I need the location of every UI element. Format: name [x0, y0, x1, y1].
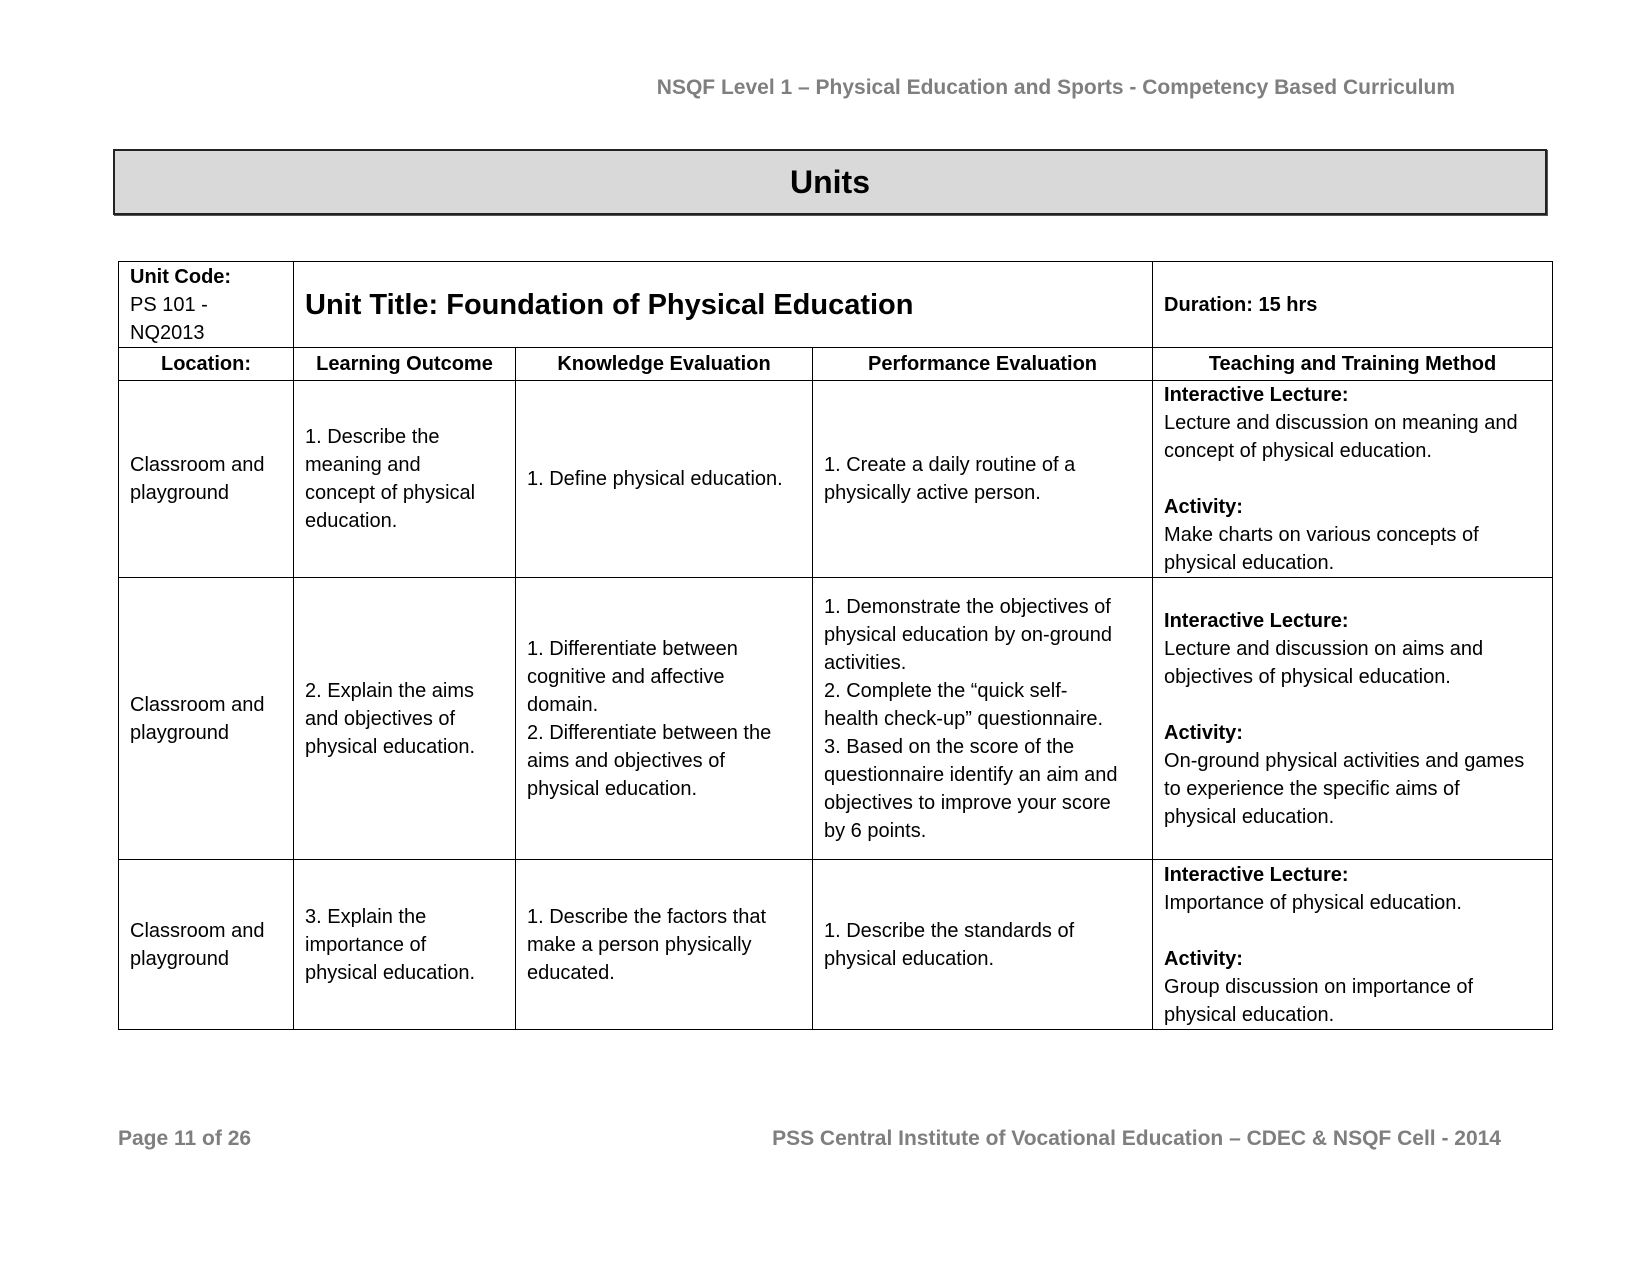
performance-evaluation-cell-line: 1. Create a daily routine of a [824, 454, 1076, 476]
unit-title: Unit Title: Foundation of Physical Education [294, 262, 1153, 348]
learning-outcome-cell-line: 3. Explain the [305, 905, 427, 928]
learning-outcome-cell [294, 381, 516, 578]
location-cell [119, 381, 294, 578]
learning-outcome-cell-line: 2. Explain the aims [305, 679, 474, 702]
section-title-box [113, 149, 1547, 215]
unit-code-cell [119, 262, 294, 348]
performance-evaluation-cell-line: physical education. [824, 947, 995, 970]
performance-evaluation-cell-line: objectives to improve your score [824, 791, 1111, 814]
unit-info-row [119, 262, 1553, 348]
lecture-text: Lecture and discussion on aims and [1164, 637, 1484, 660]
performance-evaluation-cell-line: physically active person. [824, 482, 1041, 504]
activity-label: Activity: [1164, 496, 1243, 518]
learning-outcome-cell-line: meaning and [305, 454, 421, 476]
location-cell-line: playground [130, 482, 229, 504]
performance-evaluation-cell-line: by 6 points. [824, 819, 927, 842]
activity-text: physical education. [1164, 1003, 1335, 1026]
knowledge-evaluation-cell-line: make a person physically [527, 933, 752, 956]
knowledge-evaluation-cell-line: domain. [527, 693, 599, 716]
performance-evaluation-cell-line: 3. Based on the score of the [824, 735, 1075, 758]
learning-outcome-cell-line: education. [305, 510, 398, 532]
column-header-row [119, 348, 1553, 381]
learning-outcome-cell-line: and objectives of [305, 707, 456, 730]
performance-evaluation-cell-line: 2. Complete the “quick self- [824, 679, 1068, 702]
learning-outcome-cell-line: importance of [305, 933, 427, 956]
knowledge-evaluation-cell-line: cognitive and affective [527, 665, 725, 688]
performance-evaluation-cell-line: questionnaire identify an aim and [824, 763, 1118, 786]
learning-outcome-cell-line: concept of physical [305, 482, 476, 504]
knowledge-evaluation-cell-line: educated. [527, 961, 615, 984]
column-header: Location: [119, 348, 294, 381]
knowledge-evaluation-cell-line: 2. Differentiate between the [527, 721, 772, 744]
table-row [119, 381, 1553, 578]
column-header: Learning Outcome [294, 348, 516, 381]
lecture-label: Interactive Lecture: [1164, 863, 1349, 886]
footer-organization: PSS Central Institute of Vocational Education – CDEC & NSQF Cell - 2014 [772, 1127, 1501, 1150]
performance-evaluation-cell-line: activities. [824, 651, 907, 674]
lecture-text: objectives of physical education. [1164, 665, 1451, 688]
teaching-method-cell [1153, 381, 1553, 578]
location-cell-line: Classroom and [130, 693, 265, 716]
spacer [1164, 465, 1541, 493]
learning-outcome-cell-line: physical education. [305, 735, 476, 758]
table-row [119, 860, 1553, 1030]
table-row [119, 578, 1553, 860]
activity-text: Make charts on various concepts of [1164, 524, 1479, 546]
activity-text: physical education. [1164, 805, 1335, 828]
knowledge-evaluation-cell-line: 1. Differentiate between [527, 637, 738, 660]
location-cell-line: Classroom and [130, 454, 265, 476]
unit-rows [119, 381, 1553, 1030]
unit-duration: Duration: 15 hrs [1153, 262, 1553, 348]
lecture-label: Interactive Lecture: [1164, 609, 1349, 632]
spacer [1164, 691, 1541, 719]
learning-outcome-cell-line: 1. Describe the [305, 426, 440, 448]
performance-evaluation-cell-line: 1. Demonstrate the objectives of [824, 595, 1111, 618]
section-title: Units [790, 163, 870, 200]
activity-text: physical education. [1164, 552, 1335, 574]
activity-label: Activity: [1164, 721, 1243, 744]
unit-table [118, 261, 1553, 1030]
unit-code-label: Unit Code: [130, 265, 232, 288]
page-number: Page 11 of 26 [118, 1127, 252, 1150]
activity-text: On-ground physical activities and games [1164, 749, 1525, 772]
knowledge-evaluation-cell-line: aims and objectives of [527, 749, 725, 772]
location-cell-line: Classroom and [130, 919, 265, 942]
column-header: Teaching and Training Method [1153, 348, 1553, 381]
column-header: Knowledge Evaluation [516, 348, 813, 381]
learning-outcome-cell [294, 860, 516, 1030]
lecture-text: Lecture and discussion on meaning and [1164, 412, 1518, 434]
performance-evaluation-cell [813, 860, 1153, 1030]
teaching-method-cell [1153, 578, 1553, 860]
performance-evaluation-cell-line: physical education by on-ground [824, 623, 1112, 646]
document-header: NSQF Level 1 – Physical Education and Sports - Competency Based Curriculum [656, 76, 1455, 99]
column-header: Performance Evaluation [813, 348, 1153, 381]
knowledge-evaluation-cell-line: physical education. [527, 777, 698, 800]
location-cell-line: playground [130, 947, 229, 970]
knowledge-evaluation-cell [516, 578, 813, 860]
unit-code-line: PS 101 - [130, 293, 208, 316]
knowledge-evaluation-cell-line: 1. Describe the factors that [527, 905, 767, 928]
learning-outcome-cell-line: physical education. [305, 961, 476, 984]
performance-evaluation-cell-line: health check-up” questionnaire. [824, 707, 1104, 730]
unit-code-line: NQ2013 [130, 321, 205, 344]
activity-text: to experience the specific aims of [1164, 777, 1460, 800]
performance-evaluation-cell [813, 381, 1153, 578]
teaching-method-cell [1153, 860, 1553, 1030]
location-cell [119, 578, 294, 860]
knowledge-evaluation-cell-line: 1. Define physical education. [527, 468, 783, 490]
knowledge-evaluation-cell [516, 381, 813, 578]
lecture-label: Interactive Lecture: [1164, 384, 1349, 406]
spacer [1164, 917, 1541, 945]
lecture-text: concept of physical education. [1164, 440, 1432, 462]
location-cell-line: playground [130, 721, 229, 744]
knowledge-evaluation-cell [516, 860, 813, 1030]
learning-outcome-cell [294, 578, 516, 860]
activity-label: Activity: [1164, 947, 1243, 970]
location-cell [119, 860, 294, 1030]
performance-evaluation-cell-line: 1. Describe the standards of [824, 919, 1075, 942]
activity-text: Group discussion on importance of [1164, 975, 1474, 998]
performance-evaluation-cell [813, 578, 1153, 860]
lecture-text: Importance of physical education. [1164, 891, 1462, 914]
